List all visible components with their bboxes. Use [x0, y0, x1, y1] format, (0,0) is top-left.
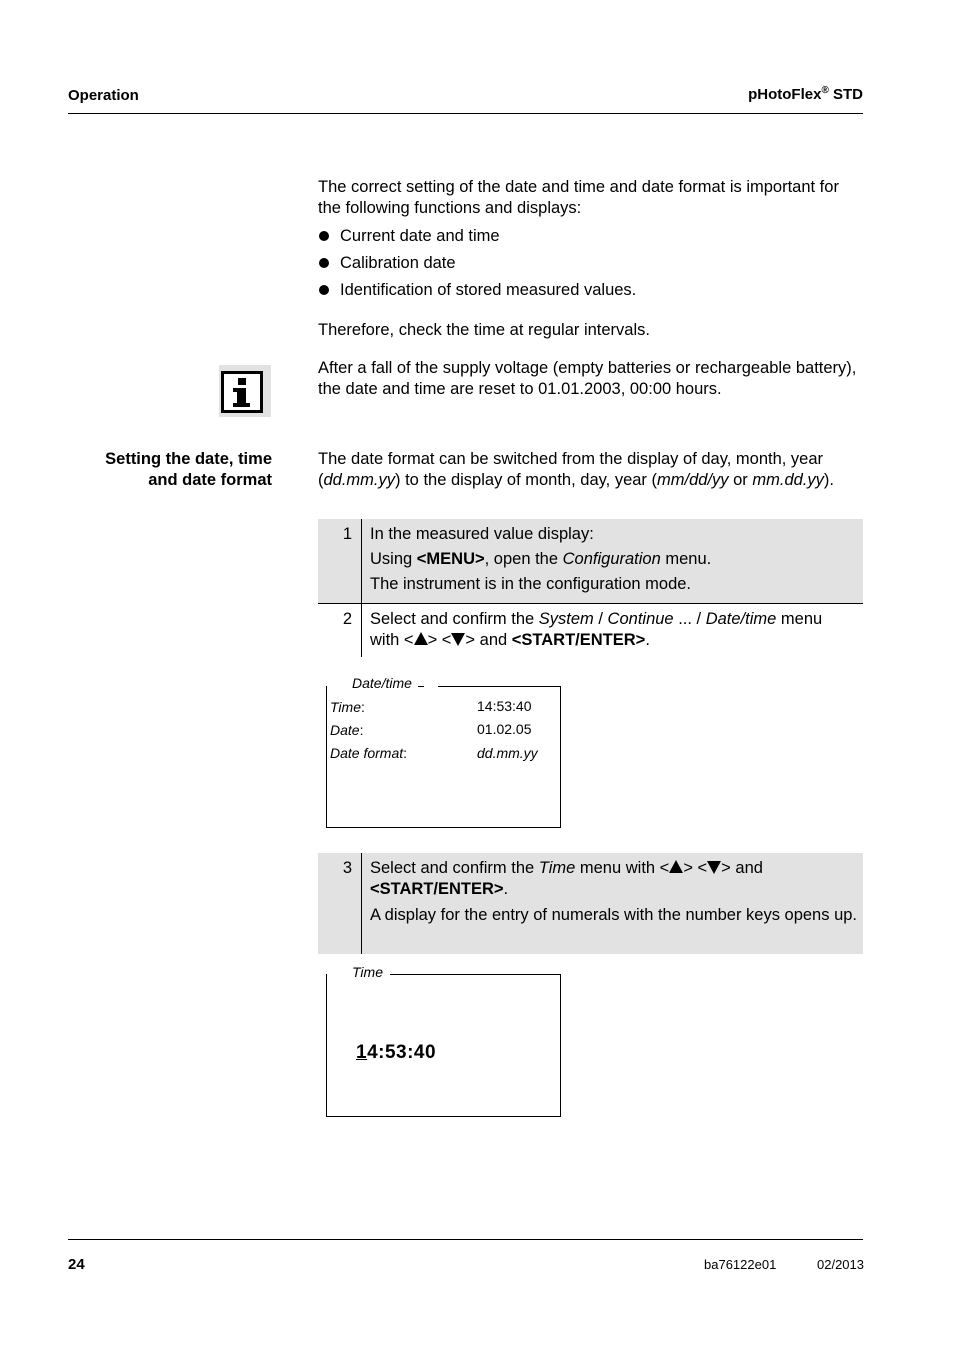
screen-row-date: Date:	[330, 722, 364, 738]
screen-value-date: 01.02.05	[477, 721, 532, 737]
list-item: Calibration date	[318, 253, 636, 280]
header-section-title: Operation	[68, 87, 139, 104]
time-entry-value: 14:53:40	[356, 1042, 437, 1063]
up-arrow-key-icon	[414, 632, 428, 645]
date-format-paragraph: The date format can be switched from the display of day, month, year (dd.mm.yy) to the display of month, day, year (mm/dd/yy or mm.dd.yy).	[318, 450, 834, 489]
step-text: Select and confirm the System / Continue ... / Date/time menu	[370, 610, 823, 628]
step-1	[318, 519, 863, 603]
document-code: ba76122e01	[704, 1257, 777, 1272]
footer-rule	[68, 1239, 863, 1240]
info-icon	[219, 365, 271, 417]
step-number: 1	[342, 525, 352, 543]
down-arrow-key-icon	[451, 633, 465, 646]
list-item: Identification of stored measured values.	[318, 280, 636, 307]
screen-value-time: 14:53:40	[477, 698, 532, 714]
step-text: with < > < > and <START/ENTER>.	[370, 631, 650, 649]
step-number: 3	[342, 859, 352, 877]
step-text: In the measured value display:	[370, 525, 594, 543]
up-arrow-key-icon	[669, 860, 683, 873]
intro-bullet-list	[318, 226, 636, 307]
down-arrow-key-icon	[707, 861, 721, 874]
step-text: Select and confirm the Time menu with < > < > and	[370, 859, 763, 877]
section-heading: Setting the date, time and date format	[105, 450, 272, 489]
bullet-dot-icon	[319, 285, 329, 295]
step-2	[318, 604, 863, 657]
time-entry-cursor-digit: 1	[356, 1042, 368, 1063]
page-number: 24	[68, 1256, 85, 1273]
header-rule	[68, 113, 863, 114]
step-text: Using <MENU>, open the Configuration menu.	[370, 550, 712, 568]
check-time-note: Therefore, check the time at regular intervals.	[318, 321, 650, 339]
info-note-text: After a fall of the supply voltage (empty batteries or rechargeable battery), the date and time are reset to 01.01.2003, 00:00 hours.	[318, 359, 857, 398]
bullet-dot-icon	[319, 231, 329, 241]
step-number: 2	[342, 610, 352, 628]
list-item: Current date and time	[318, 226, 636, 253]
step-text: The instrument is in the configuration mode.	[370, 575, 692, 593]
steps-table-2	[318, 853, 863, 954]
bullet-dot-icon	[319, 258, 329, 268]
step-text: <START/ENTER>.	[370, 880, 509, 898]
screen-value-date-format: dd.mm.yy	[477, 745, 538, 761]
steps-table-1	[318, 519, 863, 657]
screen-title: Time	[346, 964, 389, 980]
screen-title: Date/time	[346, 675, 418, 691]
screen-row-date-format: Date format:	[330, 745, 408, 761]
intro-paragraph: The correct setting of the date and time and date format is important for the following functions and displays:	[318, 178, 839, 217]
step-text: A display for the entry of numerals with the number keys opens up.	[370, 906, 858, 924]
document-date: 02/2013	[817, 1257, 864, 1272]
header-product-name: pHotoFlex® STD	[748, 85, 863, 103]
step-3	[318, 853, 863, 954]
screen-row-time: Time:	[330, 699, 365, 715]
